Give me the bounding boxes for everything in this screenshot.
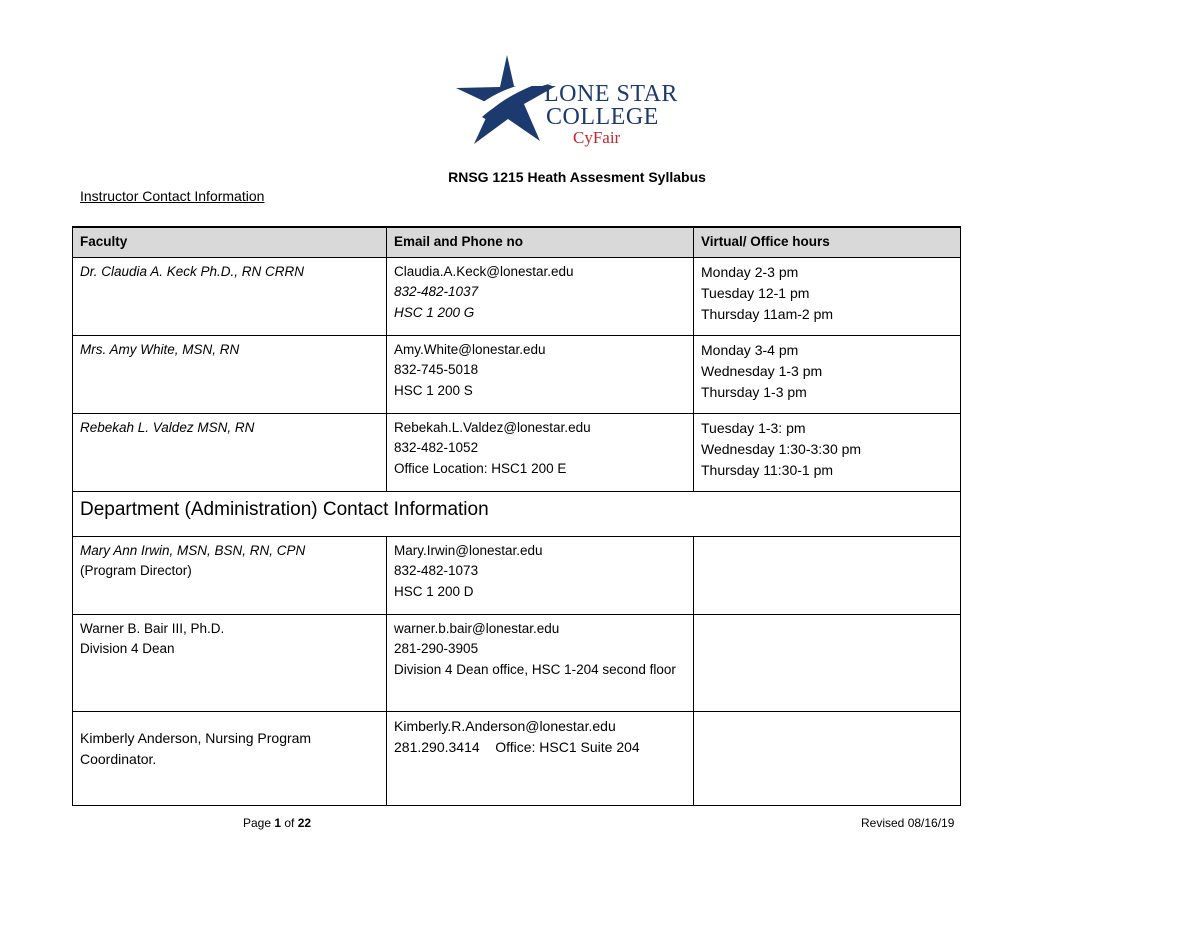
page-prefix: Page — [243, 816, 275, 830]
admin-name: Mary Ann Irwin, MSN, BSN, RN, CPN — [80, 543, 306, 558]
faculty-office: Office Location: HSC1 200 E — [394, 460, 567, 476]
logo-text-cyfair: CyFair — [573, 128, 621, 147]
office-hours-line: Wednesday 1-3 pm — [701, 363, 823, 379]
table-row — [73, 712, 961, 806]
admin-email: warner.b.bair@lonestar.edu — [394, 621, 560, 636]
faculty-name: Mrs. Amy White, MSN, RN — [80, 342, 240, 357]
admin-phone: 832-482-1073 — [394, 563, 479, 579]
department-heading-row — [73, 492, 961, 537]
admin-office: HSC 1 200 D — [394, 583, 474, 599]
admin-phone-office: 281.290.3414 Office: HSC1 Suite 204 — [394, 739, 640, 755]
office-hours-line: Thursday 11am-2 pm — [701, 306, 834, 322]
department-contact-heading: Department (Administration) Contact Information — [73, 492, 961, 537]
office-hours-line: Monday 2-3 pm — [701, 264, 799, 280]
faculty-email: Amy.White@lonestar.edu — [394, 342, 546, 357]
office-hours-line: Thursday 11:30-1 pm — [701, 462, 834, 478]
office-hours-line: Tuesday 1-3: pm — [701, 420, 806, 436]
table-row — [73, 258, 961, 336]
admin-phone: 281-290-3905 — [394, 641, 479, 657]
faculty-phone: 832-745-5018 — [394, 362, 479, 378]
header-office-hours: Virtual/ Office hours — [694, 227, 961, 258]
table-row — [73, 537, 961, 615]
table-row — [73, 336, 961, 414]
page-of: of — [281, 816, 298, 830]
table-header-row — [73, 227, 961, 258]
college-logo — [452, 53, 678, 147]
revised-date: Revised 08/16/19 — [861, 816, 955, 830]
contact-table — [72, 226, 961, 806]
faculty-name: Rebekah L. Valdez MSN, RN — [80, 420, 255, 435]
logo-text-college: COLLEGE — [546, 104, 659, 130]
logo-text-lone-star: LONE STAR — [544, 81, 678, 107]
header-email-phone: Email and Phone no — [387, 227, 694, 258]
faculty-name: Dr. Claudia A. Keck Ph.D., RN CRRN — [80, 264, 305, 279]
faculty-office: HSC 1 200 S — [394, 382, 473, 398]
office-hours-line: Wednesday 1:30-3:30 pm — [701, 441, 862, 457]
faculty-phone: 832-482-1037 — [394, 284, 479, 300]
header-faculty: Faculty — [73, 227, 387, 258]
admin-name: Kimberly Anderson, Nursing Program Coordinator. — [80, 730, 312, 767]
admin-name: Warner B. Bair III, Ph.D. — [80, 621, 225, 636]
empty-cell — [694, 712, 961, 806]
admin-email: Kimberly.R.Anderson@lonestar.edu — [394, 718, 616, 734]
document-title: RNSG 1215 Heath Assesment Syllabus — [448, 169, 706, 185]
page-current: 1 — [274, 816, 282, 830]
table-row — [73, 414, 961, 492]
faculty-phone: 832-482-1052 — [394, 440, 479, 456]
table-row — [73, 615, 961, 712]
admin-email: Mary.Irwin@lonestar.edu — [394, 543, 543, 558]
empty-cell — [694, 537, 961, 615]
office-hours-line: Tuesday 12-1 pm — [701, 285, 810, 301]
faculty-email: Claudia.A.Keck@lonestar.edu — [394, 264, 574, 279]
admin-role: (Program Director) — [80, 563, 192, 579]
office-hours-line: Thursday 1-3 pm — [701, 384, 807, 400]
page-number — [243, 816, 311, 830]
empty-cell — [694, 615, 961, 712]
faculty-office: HSC 1 200 G — [394, 304, 475, 320]
admin-office: Division 4 Dean office, HSC 1-204 second floor — [394, 661, 676, 677]
page-total: 22 — [297, 816, 312, 830]
admin-role: Division 4 Dean — [80, 641, 175, 657]
office-hours-line: Monday 3-4 pm — [701, 342, 799, 358]
instructor-contact-heading: Instructor Contact Information — [80, 188, 265, 204]
faculty-email: Rebekah.L.Valdez@lonestar.edu — [394, 420, 591, 435]
